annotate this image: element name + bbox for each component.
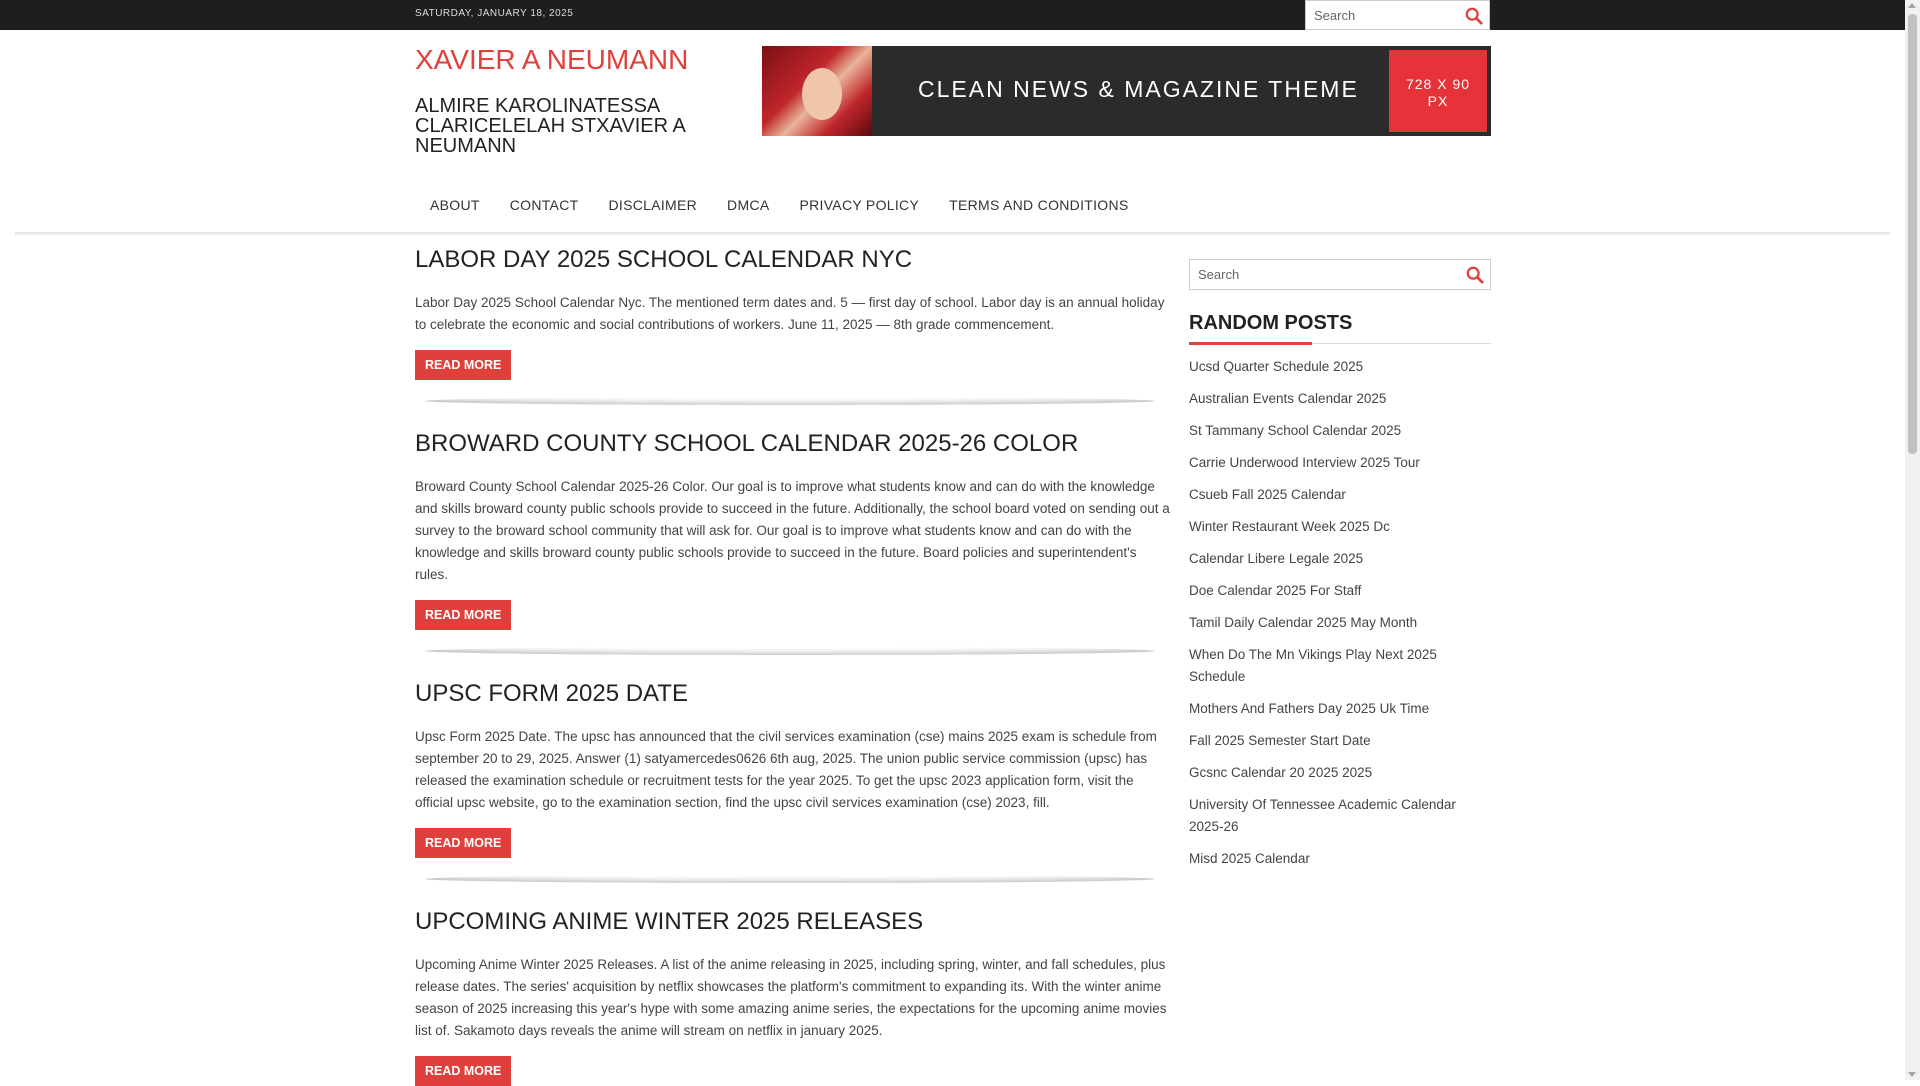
nav-item-privacy-policy[interactable]: PRIVACY POLICY xyxy=(799,197,920,213)
nav-item-terms[interactable]: TERMS AND CONDITIONS xyxy=(949,197,1129,213)
banner-badge-line2: PX xyxy=(1427,93,1449,109)
post-title[interactable]: UPCOMING ANIME WINTER 2025 RELEASES xyxy=(415,908,924,935)
random-post-link[interactable]: Doe Calendar 2025 For Staff xyxy=(1189,583,1362,598)
random-post-link[interactable]: Winter Restaurant Week 2025 Dc xyxy=(1189,519,1390,534)
post-list xyxy=(415,246,1170,1086)
random-post-link[interactable]: University Of Tennessee Academic Calendar 2025-26 xyxy=(1189,797,1456,834)
post-separator xyxy=(425,647,1155,655)
post-title[interactable]: BROWARD COUNTY SCHOOL CALENDAR 2025-26 COLOR xyxy=(415,430,1079,457)
scroll-down-icon[interactable] xyxy=(1908,1072,1916,1077)
nav-divider xyxy=(15,232,1890,236)
random-post-link[interactable]: Mothers And Fathers Day 2025 Uk Time xyxy=(1189,701,1430,716)
post-excerpt: Upcoming Anime Winter 2025 Releases. A list of the anime releasing in 2025, including spring, winter, and fall schedules, plus release dates. The series' acquisition by netflix showcases the platform's commitment to expanding its. With the winter anime season of 2025 increasing this year's hype with some amazing anime series, the expectations for the upcoming anime movies list of. Sakamoto days reveals the anime will stream on netflix in january 2025. xyxy=(415,957,1167,1038)
current-date: SATURDAY, JANUARY 18, 2025 xyxy=(415,8,574,19)
ad-banner[interactable] xyxy=(762,46,1491,136)
random-post-link[interactable]: Fall 2025 Semester Start Date xyxy=(1189,733,1371,748)
random-post-link[interactable]: When Do The Mn Vikings Play Next 2025 Schedule xyxy=(1189,647,1437,684)
post-item xyxy=(415,680,1170,883)
read-more-button[interactable]: READ MORE xyxy=(415,1056,511,1086)
banner-photo xyxy=(762,46,872,136)
search-icon[interactable] xyxy=(1465,7,1483,25)
read-more-button[interactable]: READ MORE xyxy=(415,828,511,858)
read-more-button[interactable]: READ MORE xyxy=(415,600,511,630)
random-post-link[interactable]: Australian Events Calendar 2025 xyxy=(1189,391,1387,406)
post-item xyxy=(415,246,1170,405)
nav-item-about[interactable]: ABOUT xyxy=(430,197,480,213)
search-icon[interactable] xyxy=(1466,266,1484,284)
sidebar-search-input[interactable] xyxy=(1190,260,1450,289)
banner-size-badge xyxy=(1389,50,1487,132)
post-excerpt: Upsc Form 2025 Date. The upsc has announced that the civil services examination (cse) mains 2025 exam is schedule from september 20 to 29, 2025. Answer (1) satyamercedes0626 6th aug, 2025. The union public service commission (upsc) has released the examination schedule or recruitment tests for the year 2025. To get the upsc 2023 application form, visit the official upsc website, go to the examination section, find the upsc civil services examination (cse) 2023, fill. xyxy=(415,729,1157,810)
random-post-link[interactable]: Calendar Libere Legale 2025 xyxy=(1189,551,1364,566)
read-more-button[interactable]: READ MORE xyxy=(415,350,511,380)
scrollbar-thumb[interactable] xyxy=(1908,14,1917,454)
random-post-link[interactable]: Carrie Underwood Interview 2025 Tour xyxy=(1189,455,1420,470)
post-separator xyxy=(425,875,1155,883)
site-title[interactable]: XAVIER A NEUMANN xyxy=(415,44,689,75)
random-posts-title: RANDOM POSTS xyxy=(1189,312,1491,344)
page-scrollbar[interactable] xyxy=(1905,0,1920,1080)
top-bar xyxy=(0,0,1905,30)
post-item xyxy=(415,430,1170,655)
random-post-link[interactable]: Tamil Daily Calendar 2025 May Month xyxy=(1189,615,1418,630)
post-excerpt: Labor Day 2025 School Calendar Nyc. The mentioned term dates and. 5 — first day of school. Labor day is an annual holiday to celebrate the economic and social contributions of workers. June 11, 2025 — 8th grade commencement. xyxy=(415,295,1165,332)
main-nav xyxy=(415,192,1144,218)
site-tagline: ALMIRE KAROLINATESSA CLARICELELAH STXAVIER A NEUMANN xyxy=(415,95,685,157)
nav-item-disclaimer[interactable]: DISCLAIMER xyxy=(608,197,698,213)
nav-item-dmca[interactable]: DMCA xyxy=(727,197,770,213)
random-post-link[interactable]: Gcsnc Calendar 20 2025 2025 xyxy=(1189,765,1373,780)
top-search-box xyxy=(1305,0,1490,30)
random-post-link[interactable]: Misd 2025 Calendar xyxy=(1189,851,1310,866)
banner-text: CLEAN NEWS & MAGAZINE THEME xyxy=(918,76,1359,102)
sidebar xyxy=(1189,259,1491,880)
sidebar-search-box xyxy=(1189,259,1491,290)
post-title[interactable]: LABOR DAY 2025 SCHOOL CALENDAR NYC xyxy=(415,246,913,273)
scroll-up-icon[interactable] xyxy=(1908,3,1916,8)
post-separator xyxy=(425,397,1155,405)
random-post-link[interactable]: Csueb Fall 2025 Calendar xyxy=(1189,487,1346,502)
post-item xyxy=(415,908,1170,1086)
post-title[interactable]: UPSC FORM 2025 DATE xyxy=(415,680,688,707)
banner-badge-line1: 728 X 90 xyxy=(1405,76,1471,92)
random-post-link[interactable]: St Tammany School Calendar 2025 xyxy=(1189,423,1402,438)
nav-item-contact[interactable]: CONTACT xyxy=(509,197,579,213)
random-posts-list xyxy=(1189,356,1491,870)
post-excerpt: Broward County School Calendar 2025-26 Color. Our goal is to improve what students know and can do with the knowledge and skills broward county public schools provide to succeed in the future. Additionally, the school board voted on sending out a survey to the broward school community that will ask for. Our goal is to improve what students know and can do with the knowledge and skills broward county public schools provide to succeed in the future. Board policies and superintendent's rules. xyxy=(415,479,1170,582)
top-search-input[interactable] xyxy=(1306,1,1456,29)
random-post-link[interactable]: Ucsd Quarter Schedule 2025 xyxy=(1189,359,1364,374)
